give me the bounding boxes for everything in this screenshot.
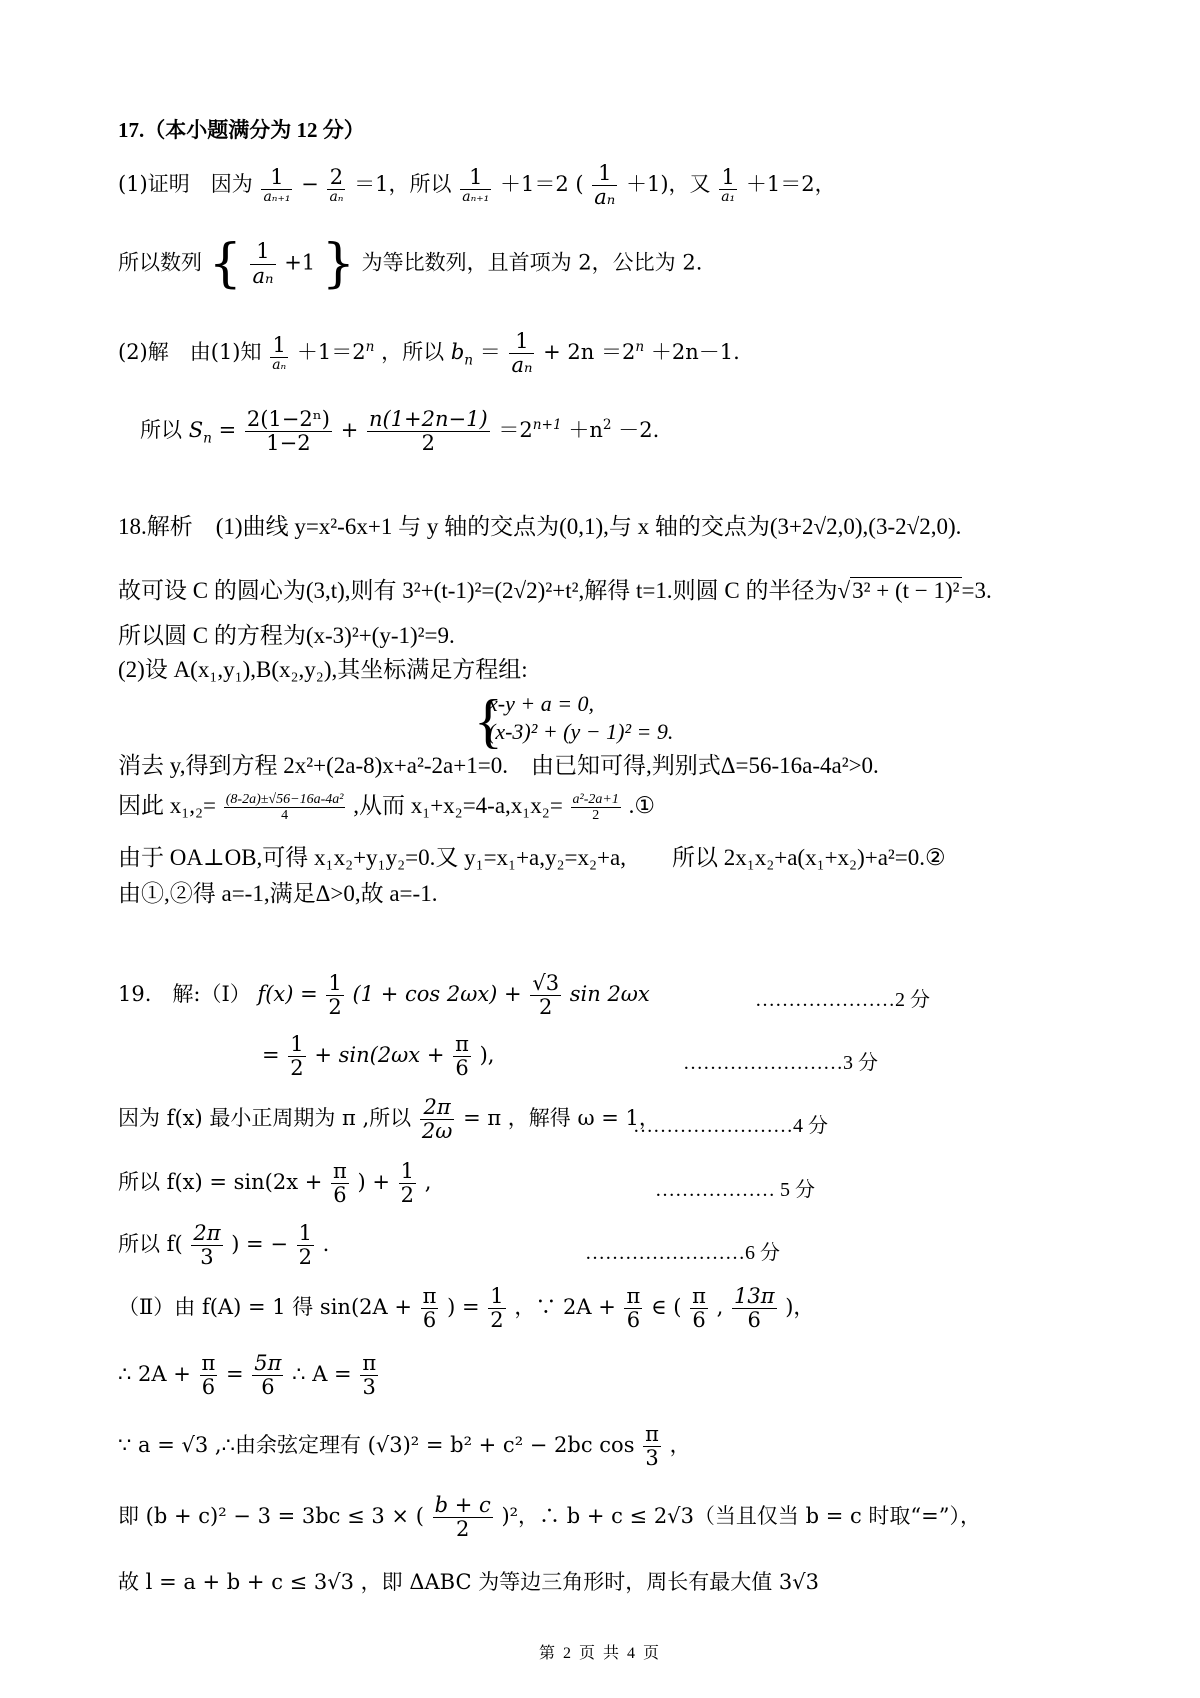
p19-line3: 因为 f(x) 最小正周期为 π ,所以 $\frac{2\pi}{2\omega}$ = π ，解得 ω = 1， [118, 1095, 660, 1144]
p18-line5: 消去 y,得到方程 2x²+(2a-8)x+a²-2a+1=0. 由已知可得,判别式Δ=56-16a-4a²>0. [118, 753, 879, 778]
p17-heading: 17.（本小题满分为 12 分） [118, 118, 365, 142]
p18-line6: 因此 x₁,₂= $\frac{\text{(8-2a)±√56−16a-4a²}}{4}$ ,从而 x₁+x₂=4-a,x₁x₂= $\frac{\text{a²-2a+1}}{2}$ .① [118, 792, 655, 824]
equation-system: { x-y + a = 0, (x-3)² + (y − 1)² = 9. [474, 688, 674, 754]
frac-13pi-6: $\frac{13\pi}{6}$ [733, 1284, 775, 1333]
p18-line1: 18.解析 (1)曲线 y=x²-6x+1 与 y 轴的交点为(0,1),与 x 轴的交点为(3+2√2,0),(3-2√2,0). [118, 514, 962, 539]
frac-pi-6-e: $\frac{\pi}{6}$ [692, 1284, 706, 1333]
frac-sqrt3-half: $\frac{√3}{2}$ [532, 971, 560, 1020]
p19-line2: = $\frac{1}{2}$ + sin(2ωx + $\frac{\pi}{6}$ ), [262, 1032, 495, 1081]
frac-1-over-an-b: $\frac{1}{\text{aₙ}}$ [594, 161, 616, 210]
p19-line10: 故 l = a + b + c ≤ 3√3 ，即 ΔABC 为等边三角形时，周长有最大值 3√3 [118, 1570, 820, 1594]
frac-pi-6-f: $\frac{\pi}{6}$ [201, 1351, 216, 1400]
frac-half-c: $\frac{1}{2}$ [400, 1159, 414, 1208]
frac-1-over-an1: $\frac{1}{\text{aₙ₊₁}}$ [263, 164, 291, 205]
frac-pi-3-b: $\frac{\pi}{3}$ [645, 1422, 659, 1471]
radius-sqrt: 3² + (t − 1)² [852, 578, 960, 603]
p19-line1: 19. 解:（Ⅰ） f(x) = $\frac{1}{2}$ (1 + cos 2ωx) + $\frac{√3}{2}$ sin 2ωx [118, 971, 650, 1020]
frac-pi-6-b: $\frac{\pi}{6}$ [332, 1159, 347, 1208]
frac-2pi-3: $\frac{2\pi}{3}$ [193, 1221, 221, 1270]
frac-product: $\frac{\text{a²-2a+1}}{2}$ [572, 792, 619, 824]
p18-line4: (2)设 A(x₁,y₁),B(x₂,y₂),其坐标满足方程组: [118, 657, 528, 682]
p19-line9: 即 (b + c)² − 3 = 3bc ≤ 3 × ( $\frac{b + c}{2}$ )²，∴ b + c ≤ 2√3（当且仅当 b = c 时取“=”）， [118, 1493, 981, 1542]
p17-line4: 所以 $S_n$ = $\frac{\text{2(1−2ⁿ)}}{1-2}$ + $\frac{n(1+2n-1)}{2}$ $=2^{n+1} +n^2 -2$. [140, 407, 660, 456]
frac-1-over-a1: $\frac{1}{\text{a₁}}$ [721, 164, 736, 205]
page-footer: 第 2 页 共 4 页 [538, 1645, 661, 1662]
frac-half-a: $\frac{1}{2}$ [328, 971, 342, 1020]
frac-sn-part1: $\frac{\text{2(1−2ⁿ)}}{1-2}$ [246, 407, 330, 456]
frac-1-over-an-d: $\frac{1}{\text{aₙ}}$ [272, 332, 287, 373]
frac-pi-6-a: $\frac{\pi}{6}$ [455, 1032, 469, 1081]
score-6: ……………………6 分 [585, 1242, 780, 1264]
frac-sn-part2: $\frac{n(1+2n-1)}{2}$ [368, 407, 488, 456]
p18-line2: 故可设 C 的圆心为(3,t),则有 3²+(t-1)²=(2√2)²+t²,解得 t=1.则圆 C 的半径为√3² + (t − 1)²=3. [118, 578, 992, 603]
p19-line6: （Ⅱ）由 f(A) = 1 得 sin(2A + $\frac{\pi}{6}$ ) = $\frac{1}{2}$ ，∵ 2A + $\frac{\pi}{6}$ ∈ ( $\frac{\pi}{6}$ , $\frac{13\pi}{6}$ )， [118, 1284, 815, 1333]
frac-half-b: $\frac{1}{2}$ [290, 1032, 304, 1081]
frac-2-over-an: $\frac{2}{\text{aₙ}}$ [329, 164, 344, 205]
p19-line4: 所以 f(x) = sin(2x + $\frac{\pi}{6}$ ) + $\frac{1}{2}$ , [118, 1159, 432, 1208]
frac-1-over-an-e: $\frac{1}{\text{aₙ}}$ [511, 329, 533, 378]
p18-line7: 由于 OA⊥OB,可得 x₁x₂+y₁y₂=0.又 y₁=x₁+a,y₂=x₂+a, 所以 2x₁x₂+a(x₁+x₂)+a²=0.② [118, 845, 946, 870]
frac-5pi-6: $\frac{5\pi}{6}$ [254, 1351, 282, 1400]
frac-pi-3-a: $\frac{\pi}{3}$ [362, 1351, 377, 1400]
system-eq2: (x-3)² + (y − 1)² = 9. [488, 718, 674, 744]
frac-half-e: $\frac{1}{2}$ [490, 1284, 504, 1333]
p19-line7: ∴ 2A + $\frac{\pi}{6}$ = $\frac{5\pi}{6}$ ∴ A = $\frac{\pi}{3}$ [118, 1351, 377, 1400]
score-5: ……………… 5 分 [655, 1179, 815, 1201]
system-eq1: x-y + a = 0, [488, 691, 595, 716]
frac-pi-6-d: $\frac{\pi}{6}$ [626, 1284, 641, 1333]
p19-line8: ∵ a = √3 ,∴由余弦定理有 (√3)² = b² + c² − 2bc cos $\frac{\pi}{3}$ ， [118, 1422, 691, 1471]
frac-1-over-an-c: $\frac{1}{\text{aₙ}}$ [252, 239, 274, 288]
p17-line1: (1)证明 因为 $\frac{1}{\text{aₙ₊₁}}$ − $\frac{2}{\text{aₙ}}$ ＝1，所以 $\frac{1}{\text{aₙ₊₁}}$ ＋1＝2 ( $\frac{1}{\text{aₙ}}$ ＋1)，又 $\frac{1}{\text{a₁}}$ ＋1＝2， [118, 161, 836, 210]
frac-quadratic: $\frac{\text{(8-2a)±√56−16a-4a²}}{4}$ [225, 792, 344, 824]
p19-line5: 所以 f( $\frac{2\pi}{3}$ ) = − $\frac{1}{2}$ . [118, 1221, 330, 1270]
score-3: ……………………3 分 [683, 1052, 878, 1074]
p17-line2: 所以数列 { $\frac{1}{\text{aₙ}}$ +1 } 为等比数列，且首项为 2，公比为 2. [118, 234, 703, 294]
frac-bc-2: $\frac{b + c}{2}$ [434, 1493, 491, 1542]
frac-pi-6-c: $\frac{\pi}{6}$ [422, 1284, 437, 1333]
p18-line3: 所以圆 C 的方程为(x-3)²+(y-1)²=9. [118, 623, 455, 648]
frac-2pi-2omega: $\frac{2\pi}{2\omega}$ [421, 1095, 453, 1144]
score-4: ……………………4 分 [633, 1115, 828, 1137]
frac-half-d: $\frac{1}{2}$ [298, 1221, 312, 1270]
p18-line8: 由①,②得 a=-1,满足Δ>0,故 a=-1. [118, 881, 438, 906]
frac-1-over-an1-b: $\frac{1}{\text{aₙ₊₁}}$ [462, 164, 490, 205]
p17-line3: (2)解 由(1)知 $\frac{1}{\text{aₙ}}$ $+1=2^n$ ，所以 $b_n$ ＝ $\frac{1}{\text{aₙ}}$ + $2n =2^n +2n-1$. [118, 329, 740, 378]
score-2: …………………2 分 [755, 989, 930, 1011]
